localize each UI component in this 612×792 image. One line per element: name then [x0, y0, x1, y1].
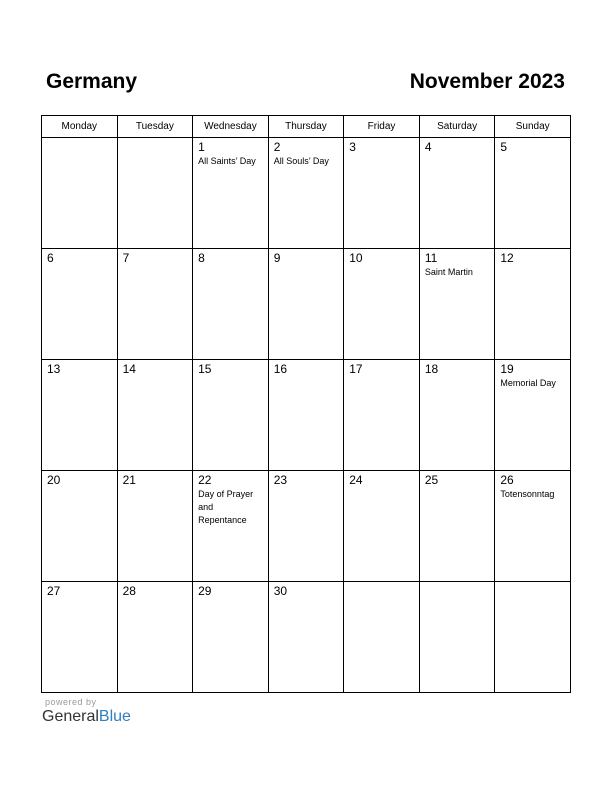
- holiday-label: Saint Martin: [424, 267, 473, 277]
- day-number: 12: [500, 251, 514, 265]
- holiday-label: All Souls’ Day: [273, 156, 329, 166]
- day-cell: [117, 360, 193, 471]
- day-cell: [117, 138, 193, 249]
- day-cell: [193, 582, 269, 693]
- weekday-tuesday: Tuesday: [117, 116, 193, 138]
- weekday-wednesday: Wednesday: [193, 116, 269, 138]
- day-cell: [193, 360, 269, 471]
- weekday-saturday: Saturday: [419, 116, 495, 138]
- day-cell: [117, 582, 193, 693]
- logo-general-text: General: [42, 708, 99, 725]
- day-number: 7: [122, 251, 130, 265]
- powered-by-text: powered by: [45, 697, 97, 707]
- holiday-label: All Saints’ Day: [198, 156, 256, 166]
- day-cell: [268, 360, 344, 471]
- day-cell: [42, 138, 118, 249]
- day-cell: [495, 138, 571, 249]
- day-number: 8: [198, 251, 205, 265]
- holiday-label: Memorial Day: [500, 378, 556, 388]
- week-row: [42, 360, 571, 471]
- day-cell: [344, 249, 420, 360]
- week-row: [42, 249, 571, 360]
- day-number: 6: [47, 251, 54, 265]
- holiday-label: Day of Prayer and Repentance: [198, 489, 254, 525]
- day-number: 4: [424, 140, 432, 154]
- day-number: 19: [500, 362, 514, 376]
- day-cell: [419, 360, 495, 471]
- day-number: 5: [500, 140, 508, 154]
- day-number: 13: [47, 362, 61, 376]
- day-cell: [344, 582, 420, 693]
- day-number: 3: [349, 140, 356, 154]
- day-cell: [344, 360, 420, 471]
- week-row: [42, 471, 571, 582]
- week-row: [42, 138, 571, 249]
- day-number: 2: [273, 140, 281, 154]
- weekday-sunday: Sunday: [495, 116, 571, 138]
- day-cell: [495, 471, 571, 582]
- month-year-title: November 2023: [409, 70, 565, 93]
- day-number: 24: [349, 473, 363, 487]
- day-number: 25: [424, 473, 439, 487]
- day-number: 14: [122, 362, 136, 376]
- day-cell: [42, 360, 118, 471]
- day-cell: [268, 249, 344, 360]
- day-cell: [193, 249, 269, 360]
- day-cell: [495, 582, 571, 693]
- calendar-body: [42, 138, 571, 693]
- weekday-friday: Friday: [344, 116, 420, 138]
- weekday-monday: Monday: [42, 116, 118, 138]
- day-number: 15: [198, 362, 212, 376]
- day-cell: [268, 582, 344, 693]
- logo-blue-text: Blue: [98, 708, 131, 725]
- day-cell: [117, 249, 193, 360]
- day-number: 23: [273, 473, 288, 487]
- day-number: 20: [47, 473, 61, 487]
- day-number: 9: [273, 251, 281, 265]
- day-cell: [268, 138, 344, 249]
- day-number: 11: [424, 251, 438, 265]
- day-number: 18: [424, 362, 439, 376]
- day-cell: [268, 471, 344, 582]
- day-number: 10: [349, 251, 363, 265]
- day-number: 29: [198, 584, 212, 598]
- day-cell: [419, 249, 495, 360]
- day-cell: [495, 360, 571, 471]
- day-number: 30: [273, 584, 288, 598]
- day-cell: [42, 471, 118, 582]
- day-number: 27: [47, 584, 61, 598]
- day-cell: [193, 138, 269, 249]
- day-cell: [344, 471, 420, 582]
- day-cell: [495, 249, 571, 360]
- generalblue-logo: [42, 708, 131, 726]
- day-cell: [193, 471, 269, 582]
- day-cell: [419, 138, 495, 249]
- day-number: 17: [349, 362, 363, 376]
- holiday-label: Totensonntag: [500, 489, 555, 499]
- week-row: [42, 582, 571, 693]
- day-number: 28: [122, 584, 136, 598]
- day-cell: [419, 471, 495, 582]
- calendar-grid: [41, 115, 571, 693]
- day-number: 22: [198, 473, 212, 487]
- country-title: Germany: [46, 70, 138, 93]
- footer-branding: [42, 697, 131, 726]
- day-cell: [344, 138, 420, 249]
- day-cell: [419, 582, 495, 693]
- day-cell: [42, 582, 118, 693]
- weekday-thursday: Thursday: [268, 116, 344, 138]
- day-cell: [117, 471, 193, 582]
- day-number: 26: [500, 473, 514, 487]
- day-number: 21: [122, 473, 136, 487]
- day-cell: [42, 249, 118, 360]
- day-number: 1: [198, 140, 205, 154]
- weekday-header-row: [42, 116, 571, 138]
- day-number: 16: [273, 362, 288, 376]
